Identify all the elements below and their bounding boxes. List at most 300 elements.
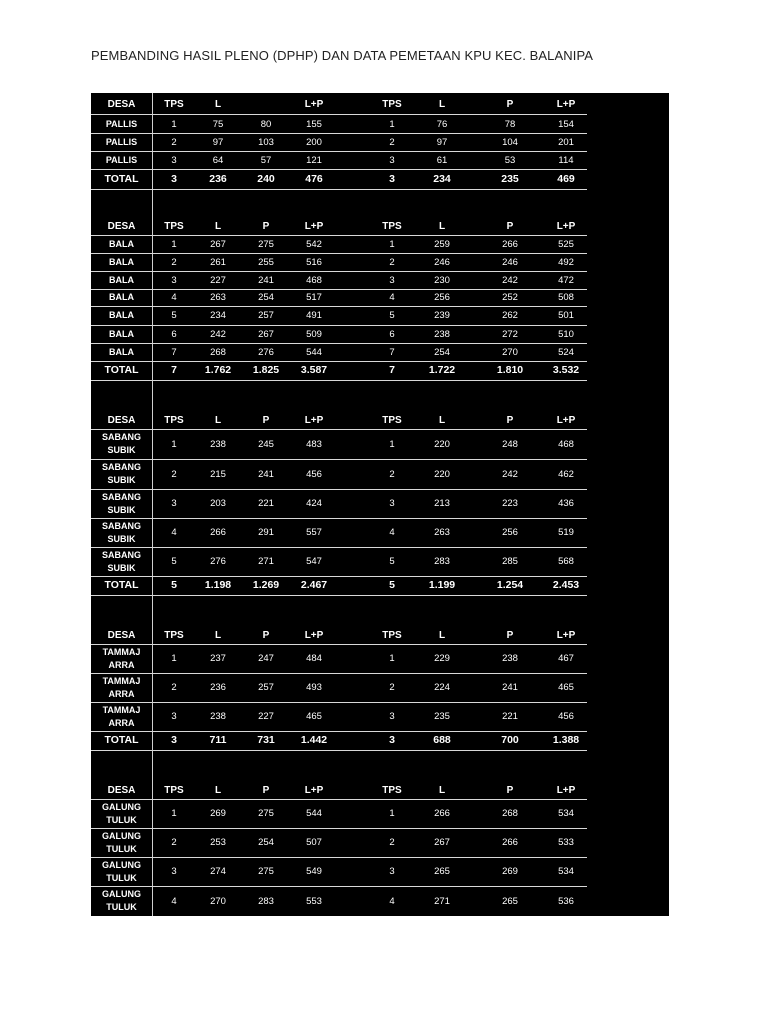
desa-cell: DESA [107,784,136,796]
tps-cell: 4 [171,292,177,303]
map-tps-cell: 3 [389,154,395,166]
desa-cell: TAMMAJ ARRA [102,675,141,699]
tps-cell: TPS [164,784,184,796]
map-p-cell: 1.810 [496,364,524,376]
map-tps-cell: 4 [389,527,395,538]
map-tps-cell: 4 [389,895,395,907]
l-cell: L [214,99,222,110]
p-cell: 291 [258,527,274,538]
l-cell: 274 [210,866,226,877]
map-l-cell: 234 [433,173,451,185]
tps-cell: TPS [164,629,184,641]
desa-cell: SABANG SUBIK [101,520,141,544]
desa-cell: GALUNG TULUK [102,801,141,825]
table-row [91,459,587,490]
map-tps-cell: TPS [382,629,402,641]
l-cell: L [214,221,222,232]
lp-cell: 493 [306,682,322,693]
map-tps-cell: 2 [389,682,395,693]
p-cell: P [262,221,270,232]
map-lp-cell: 534 [558,866,574,877]
l-cell: 1.198 [204,579,232,591]
table-row [91,429,587,460]
p-cell: 103 [258,137,274,148]
l-cell: 1.762 [204,364,232,376]
l-cell: 263 [210,292,226,303]
map-tps-cell: 1 [389,238,395,250]
map-p-cell: 268 [502,808,518,819]
p-cell: 275 [258,238,274,250]
map-tps-cell: 1 [389,438,395,450]
map-p-cell: 242 [502,274,518,286]
map-p-cell: 242 [502,468,518,480]
table-row [91,116,587,134]
lp-cell: 557 [306,527,322,538]
l-cell: L [214,629,222,641]
table-row [91,134,587,152]
map-tps-cell: 5 [389,556,395,567]
tps-cell: 6 [171,328,177,340]
l-cell: 203 [210,498,226,509]
l-cell: 242 [210,328,226,340]
desa-cell: TOTAL [104,364,139,376]
map-lp-cell: 114 [558,154,574,166]
tps-cell: 2 [171,257,177,268]
l-cell: 237 [210,653,226,664]
map-lp-cell: 469 [557,173,575,185]
desa-cell: TOTAL [104,579,139,591]
map-lp-cell: 462 [558,468,574,480]
tps-cell: 3 [171,734,177,746]
tps-cell: 5 [171,556,177,567]
desa-cell: TAMMAJ ARRA [102,646,141,670]
map-l-cell: 271 [434,895,450,907]
desa-cell: PALLIS [105,154,138,165]
map-l-cell: 254 [434,346,450,358]
map-lp-cell: 2.453 [552,579,580,591]
table-row [91,254,587,272]
table-row [91,325,587,344]
map-p-cell: P [506,784,514,796]
table-header-row [91,95,587,115]
lp-cell: 507 [306,837,322,848]
desa-cell: DESA [107,221,136,232]
desa-cell: DESA [107,629,136,641]
tps-cell: 3 [171,711,177,722]
lp-cell: 547 [306,556,322,567]
map-p-cell: 266 [502,238,518,250]
map-l-cell: 230 [434,274,450,286]
map-tps-cell: 2 [389,257,395,268]
map-tps-cell: 3 [389,734,395,746]
tps-cell: 2 [171,468,177,480]
l-cell: 261 [210,257,226,268]
desa-cell: TOTAL [104,173,139,185]
map-tps-cell: 3 [389,866,395,877]
l-cell: 238 [210,438,226,450]
map-p-cell: 256 [502,527,518,538]
map-l-cell: 238 [434,328,450,340]
p-cell: 255 [258,257,274,268]
tps-cell: 1 [171,438,177,450]
p-cell: 80 [260,119,272,130]
p-cell: 221 [258,498,274,509]
table-row [91,271,587,290]
tps-cell: TPS [164,99,184,110]
table-row [91,857,587,887]
map-tps-cell: 7 [389,364,395,376]
l-cell: L [214,415,222,426]
map-p-cell: 252 [502,292,518,303]
map-tps-cell: 2 [389,468,395,480]
p-cell: 254 [258,292,274,303]
tps-cell: 1 [171,653,177,664]
map-l-cell: 97 [436,137,448,148]
map-p-cell: 223 [502,498,518,509]
tps-cell: 1 [171,808,177,819]
lp-cell: L+P [304,415,324,426]
map-tps-cell: 7 [389,346,395,358]
desa-cell: BALA [109,328,134,339]
map-p-cell: 269 [502,866,518,877]
lp-cell: L+P [304,99,324,110]
map-l-cell: 220 [434,468,450,480]
l-cell: 97 [212,137,224,148]
p-cell: 245 [258,438,274,450]
map-l-cell: 224 [434,682,450,693]
tps-cell: 2 [171,137,177,148]
lp-cell: 544 [306,346,322,358]
map-p-cell: 248 [502,438,518,450]
p-cell: 257 [258,310,274,321]
map-tps-cell: 3 [389,173,395,185]
map-lp-cell: 525 [558,238,574,250]
map-p-cell: 266 [502,837,518,848]
map-lp-cell: L+P [556,221,576,232]
map-lp-cell: L+P [556,784,576,796]
lp-cell: 155 [306,119,322,130]
desa-cell: BALA [109,238,134,249]
map-l-cell: 229 [434,653,450,664]
desa-cell: TAMMAJ ARRA [102,704,141,728]
desa-cell: BALA [109,346,134,357]
lp-cell: 1.442 [300,734,328,746]
map-l-cell: 239 [434,310,450,321]
table-total-row [91,576,587,596]
table-row [91,489,587,519]
p-cell: 240 [257,173,275,185]
desa-cell: SABANG SUBIK [101,462,141,485]
map-lp-cell: 472 [558,274,574,286]
p-cell: 276 [258,346,274,358]
map-lp-cell: 568 [558,556,574,567]
map-lp-cell: L+P [556,415,576,426]
map-lp-cell: 436 [558,498,574,509]
lp-cell: 468 [306,274,322,286]
desa-cell: GALUNG TULUK [102,830,141,854]
desa-cell: PALLIS [105,119,138,129]
map-lp-cell: 508 [558,292,574,303]
l-cell: 711 [209,734,227,746]
desa-cell: SABANG SUBIK [101,491,141,515]
tps-cell: 7 [171,364,177,376]
map-p-cell: 262 [502,310,518,321]
l-cell: 236 [210,682,226,693]
lp-cell: L+P [304,629,324,641]
lp-cell: 516 [306,257,322,268]
tps-cell: 3 [171,866,177,877]
lp-cell: 2.467 [300,579,328,591]
tps-cell: 7 [171,346,177,358]
map-l-cell: L [438,784,446,796]
map-l-cell: 688 [433,734,451,746]
l-cell: 269 [210,808,226,819]
map-l-cell: 266 [434,808,450,819]
table-total-row [91,361,587,381]
map-lp-cell: 3.532 [552,364,580,376]
map-l-cell: 259 [434,238,450,250]
lp-cell: 491 [306,310,322,321]
lp-cell: 484 [306,653,322,664]
map-p-cell: 53 [504,154,516,166]
map-l-cell: L [438,99,446,110]
map-p-cell: 78 [504,119,516,130]
tps-cell: 4 [171,895,177,907]
map-l-cell: L [438,629,446,641]
lp-cell: 465 [306,711,322,722]
lp-cell: L+P [304,221,324,232]
lp-cell: 549 [306,866,322,877]
map-tps-cell: TPS [382,221,402,232]
tps-cell: TPS [164,415,184,426]
lp-cell: 121 [306,154,322,166]
p-cell: 267 [258,328,274,340]
table-total-row [91,731,587,751]
map-l-cell: 213 [434,498,450,509]
desa-cell: TOTAL [104,734,139,746]
table-row [91,799,587,829]
map-lp-cell: 501 [558,310,574,321]
tps-cell: 4 [171,527,177,538]
lp-cell: 456 [306,468,322,480]
document-title: PEMBANDING HASIL PLENO (DPHP) DAN DATA PEMETAAN KPU KEC. BALANIPA [91,48,594,63]
map-l-cell: 256 [434,292,450,303]
p-cell: 283 [258,895,274,907]
lp-cell: 509 [306,328,322,340]
p-cell: 241 [258,274,274,286]
map-lp-cell: 465 [558,682,574,693]
desa-cell: GALUNG TULUK [102,889,141,912]
desa-cell: BALA [109,310,134,320]
tps-cell: 1 [171,238,177,250]
map-lp-cell: 534 [558,808,574,819]
map-lp-cell: 533 [558,837,574,848]
tps-cell: 5 [171,310,177,321]
table-row [91,518,587,548]
map-tps-cell: TPS [382,415,402,426]
p-cell: P [262,784,270,796]
l-cell: 236 [209,173,227,185]
l-cell: 234 [210,310,226,321]
tps-cell: 1 [171,119,177,130]
map-l-cell: L [438,415,446,426]
tps-cell: TPS [164,221,184,232]
p-cell: P [262,415,270,426]
p-cell: 731 [257,734,275,746]
map-lp-cell: 201 [558,137,574,148]
map-l-cell: 61 [436,154,448,166]
map-lp-cell: 468 [558,438,574,450]
l-cell: 270 [210,895,226,907]
map-p-cell: 104 [502,137,518,148]
map-lp-cell: 492 [558,257,574,268]
map-lp-cell: 510 [558,328,574,340]
table-header-row [91,218,587,236]
table-header-row [91,626,587,645]
map-p-cell: 241 [502,682,518,693]
p-cell: 275 [258,808,274,819]
map-tps-cell: 3 [389,274,395,286]
tps-cell: 3 [171,173,177,185]
map-p-cell: P [506,221,514,232]
l-cell: L [214,784,222,796]
desa-cell: SABANG SUBIK [101,549,141,573]
map-l-cell: 283 [434,556,450,567]
map-lp-cell: 154 [558,119,574,130]
map-tps-cell: 2 [389,837,395,848]
map-p-cell: 221 [502,711,518,722]
tps-cell: 5 [171,579,177,591]
lp-cell: 200 [306,137,322,148]
map-tps-cell: 1 [389,808,395,819]
desa-cell: BALA [109,257,134,267]
lp-cell: 476 [305,173,323,185]
map-tps-cell: TPS [382,784,402,796]
lp-cell: L+P [304,784,324,796]
map-l-cell: 1.199 [428,579,456,591]
map-l-cell: 265 [434,866,450,877]
l-cell: 64 [212,154,224,166]
map-lp-cell: 456 [558,711,574,722]
map-lp-cell: 467 [558,653,574,664]
map-p-cell: P [506,99,514,110]
table-row [91,289,587,307]
map-l-cell: 220 [434,438,450,450]
p-cell: 271 [258,556,274,567]
map-p-cell: 285 [502,556,518,567]
table-row [91,702,587,732]
map-tps-cell: 2 [389,137,395,148]
p-cell: 247 [258,653,274,664]
map-p-cell: 235 [501,173,519,185]
desa-cell: SABANG SUBIK [101,432,141,455]
lp-cell: 424 [306,498,322,509]
map-lp-cell: L+P [556,99,576,110]
desa-cell: PALLIS [105,137,138,147]
l-cell: 75 [212,119,224,130]
p-cell: P [262,629,270,641]
p-cell: 57 [260,154,272,166]
lp-cell: 517 [306,292,322,303]
map-l-cell: 267 [434,837,450,848]
map-l-cell: 76 [436,119,448,130]
p-cell: 254 [258,837,274,848]
map-p-cell: P [506,629,514,641]
p-cell: 227 [258,711,274,722]
map-tps-cell: 5 [389,310,395,321]
table-row [91,673,587,703]
lp-cell: 483 [306,438,322,450]
map-lp-cell: L+P [556,629,576,641]
table-row [91,547,587,577]
tps-cell: 2 [171,837,177,848]
map-l-cell: 246 [434,257,450,268]
map-tps-cell: 4 [389,292,395,303]
map-l-cell: 1.722 [428,364,456,376]
table-row [91,235,587,254]
tps-cell: 3 [171,498,177,509]
map-p-cell: 270 [502,346,518,358]
map-lp-cell: 519 [558,527,574,538]
map-p-cell: 265 [502,895,518,907]
tps-cell: 3 [171,274,177,286]
desa-cell: DESA [107,415,136,426]
lp-cell: 553 [306,895,322,907]
l-cell: 215 [210,468,226,480]
map-l-cell: 263 [434,527,450,538]
map-p-cell: 1.254 [496,579,524,591]
map-lp-cell: 536 [558,895,574,907]
map-tps-cell: 5 [389,579,395,591]
map-p-cell: 272 [502,328,518,340]
l-cell: 268 [210,346,226,358]
map-lp-cell: 1.388 [552,734,580,746]
map-tps-cell: 6 [389,328,395,340]
map-tps-cell: 3 [389,711,395,722]
p-cell: 1.825 [252,364,280,376]
desa-cell: BALA [109,274,134,285]
l-cell: 253 [210,837,226,848]
map-l-cell: 235 [434,711,450,722]
lp-cell: 3.587 [300,364,328,376]
l-cell: 238 [210,711,226,722]
lp-cell: 542 [306,238,322,250]
table-row [91,306,587,326]
map-p-cell: 238 [502,653,518,664]
p-cell [249,95,283,114]
map-tps-cell: 1 [389,653,395,664]
table-header-row [91,781,587,800]
table-row [91,343,587,362]
table-total-row [91,170,587,190]
map-lp-cell: 524 [558,346,574,358]
l-cell: 227 [210,274,226,286]
p-cell: 257 [258,682,274,693]
p-cell: 1.269 [252,579,280,591]
map-tps-cell: TPS [382,99,402,110]
desa-cell: DESA [107,99,136,110]
map-tps-cell: 1 [389,119,395,130]
map-p-cell: 700 [501,734,519,746]
p-cell: 241 [258,468,274,480]
table-header-row [91,412,587,430]
l-cell: 276 [210,556,226,567]
map-p-cell: 246 [502,257,518,268]
lp-cell: 544 [306,808,322,819]
p-cell: 275 [258,866,274,877]
tps-cell: 3 [171,154,177,166]
l-cell: 267 [210,238,226,250]
